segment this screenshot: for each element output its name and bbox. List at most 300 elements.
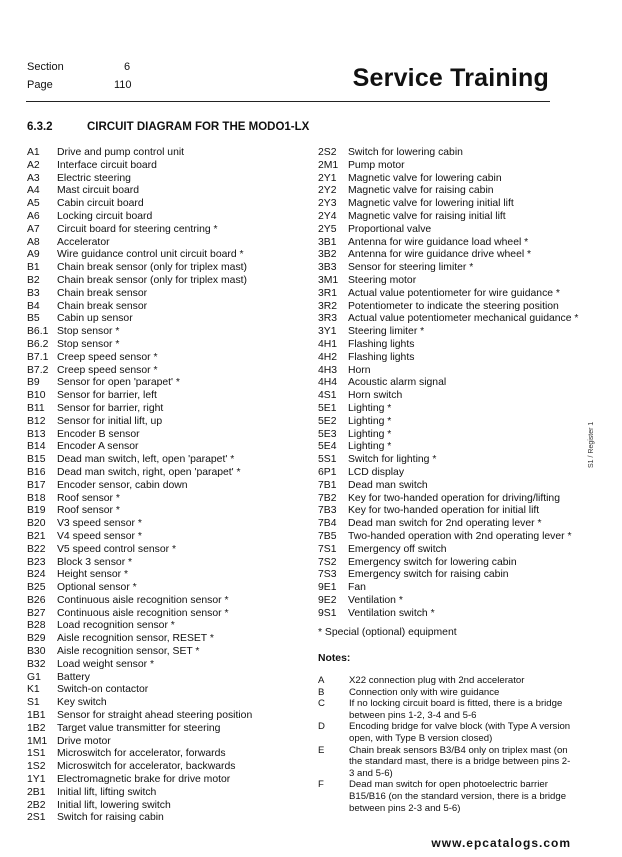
- component-description: Lighting *: [348, 402, 392, 414]
- component-description: Circuit board for steering centring *: [57, 223, 218, 235]
- component-code: B6.2: [27, 338, 49, 350]
- component-row: [318, 390, 578, 403]
- component-code: 1M1: [27, 735, 48, 747]
- component-row: [27, 416, 252, 429]
- component-code: 4H3: [318, 364, 338, 376]
- component-description: Actual value potentiometer for wire guidance *: [348, 287, 560, 299]
- component-code: A5: [27, 198, 40, 210]
- component-row: [318, 365, 578, 378]
- component-code: A7: [27, 223, 40, 235]
- component-row: [27, 595, 252, 608]
- component-code: 7S2: [318, 556, 337, 568]
- component-description: V3 speed sensor *: [57, 518, 142, 530]
- component-row: [27, 493, 252, 506]
- component-code: B17: [27, 479, 46, 491]
- component-description: LCD display: [348, 466, 405, 478]
- component-code: 3B1: [318, 236, 337, 248]
- component-code: 2S1: [27, 812, 46, 824]
- component-row: [27, 812, 252, 825]
- component-code: 3R1: [318, 287, 338, 299]
- component-description: Creep speed sensor *: [57, 351, 158, 363]
- component-description: Cabin up sensor: [57, 313, 133, 325]
- component-description: Sensor for initial lift, up: [57, 415, 163, 427]
- note-text: Dead man switch for open photoelectric barrier B15/B16 (on the standard version, there is a bridge between pins 2-3 and 5-6): [349, 779, 567, 814]
- component-description: Chain break sensor (only for triplex mast): [57, 262, 247, 274]
- component-description: Load weight sensor *: [57, 658, 155, 670]
- note-text: Connection only with wire guidance: [349, 686, 500, 698]
- component-description: Sensor for steering limiter *: [348, 262, 474, 274]
- section-heading: [27, 121, 309, 133]
- section-label: Section: [27, 61, 64, 73]
- component-row: [318, 403, 578, 416]
- component-row: [27, 365, 252, 378]
- note-item: [318, 675, 574, 687]
- component-code: B14: [27, 441, 46, 453]
- component-code: 4S1: [318, 390, 337, 402]
- component-description: Drive motor: [57, 735, 111, 747]
- component-description: Electromagnetic brake for drive motor: [57, 774, 231, 786]
- component-row: [318, 467, 578, 480]
- component-code: B6.1: [27, 326, 49, 338]
- component-code: 7B2: [318, 492, 337, 504]
- component-code: B18: [27, 492, 46, 504]
- component-code: B10: [27, 390, 46, 402]
- note-key: A: [318, 675, 325, 686]
- component-row: [27, 173, 252, 186]
- component-row: [27, 774, 252, 787]
- component-row: [27, 480, 252, 493]
- component-code: 4H4: [318, 377, 338, 389]
- component-row: [27, 403, 252, 416]
- component-description: Encoder A sensor: [57, 441, 139, 453]
- component-description: Emergency off switch: [348, 543, 447, 555]
- component-description: Dead man switch: [348, 479, 428, 491]
- heading-number: 6.3.2: [27, 121, 53, 133]
- notes-list: [318, 675, 574, 814]
- component-row: [27, 787, 252, 800]
- component-row: [318, 595, 578, 608]
- component-row: [27, 800, 252, 813]
- component-row: [318, 582, 578, 595]
- component-description: Magnetic valve for lowering cabin: [348, 172, 502, 184]
- note-key: F: [318, 779, 324, 791]
- component-code: 1S1: [27, 748, 46, 760]
- component-row: [318, 198, 578, 211]
- component-code: B25: [27, 582, 46, 594]
- component-code: 2B2: [27, 799, 46, 811]
- component-row: [318, 377, 578, 390]
- component-code: 9E2: [318, 594, 337, 606]
- component-description: Encoder B sensor: [57, 428, 140, 440]
- component-description: Pump motor: [348, 159, 405, 171]
- component-description: Electric steering: [57, 172, 131, 184]
- component-description: Drive and pump control unit: [57, 147, 185, 158]
- component-description: Dead man switch for 2nd operating lever *: [348, 518, 542, 530]
- component-description: Optional sensor *: [57, 582, 137, 594]
- component-row: [27, 313, 252, 326]
- component-description: Lighting *: [348, 415, 392, 427]
- component-description: Chain break sensor (only for triplex mast): [57, 274, 247, 286]
- component-code: 2Y2: [318, 185, 337, 197]
- component-code: 7B3: [318, 505, 337, 517]
- page-title: Service Training: [352, 64, 549, 92]
- component-row: [27, 582, 252, 595]
- component-row: [27, 723, 252, 736]
- component-description: Fan: [348, 582, 366, 594]
- component-code: A6: [27, 210, 40, 222]
- component-code: B30: [27, 646, 46, 658]
- component-row: [318, 339, 578, 352]
- component-description: Roof sensor *: [57, 492, 120, 504]
- component-row: [27, 198, 252, 211]
- component-row: [27, 531, 252, 544]
- component-row: [27, 620, 252, 633]
- component-code: 5E1: [318, 402, 337, 414]
- component-row: [27, 326, 252, 339]
- section-number: 6: [124, 61, 131, 73]
- component-row: [27, 237, 252, 250]
- component-row: [318, 544, 578, 557]
- component-description: Stop sensor *: [57, 326, 120, 338]
- component-description: Steering motor: [348, 274, 417, 286]
- component-description: Sensor for open 'parapet' *: [57, 377, 180, 389]
- component-code: B32: [27, 658, 46, 670]
- component-description: Horn switch: [348, 390, 403, 402]
- component-code: A9: [27, 249, 40, 261]
- component-description: V5 speed control sensor *: [57, 543, 176, 555]
- component-description: Sensor for barrier, left: [57, 390, 157, 402]
- component-code: B7.2: [27, 364, 49, 376]
- component-description: Switch-on contactor: [57, 684, 149, 696]
- component-description: Potentiometer to indicate the steering position: [348, 300, 559, 312]
- component-row: [318, 429, 578, 442]
- component-row: [27, 211, 252, 224]
- component-row: [318, 147, 578, 160]
- note-key: B: [318, 686, 325, 698]
- component-code: B27: [27, 607, 46, 619]
- component-row: [27, 505, 252, 518]
- header-divider: [26, 101, 550, 102]
- component-code: A2: [27, 159, 40, 171]
- special-equipment-note: * Special (optional) equipment: [318, 627, 457, 638]
- component-code: 1B1: [27, 710, 46, 722]
- component-code: B2: [27, 274, 40, 286]
- component-description: Magnetic valve for raising cabin: [348, 185, 494, 197]
- component-row: [318, 326, 578, 339]
- component-code: B21: [27, 530, 46, 542]
- component-code: 5E4: [318, 441, 337, 453]
- component-description: Encoder sensor, cabin down: [57, 479, 188, 491]
- component-row: [318, 249, 578, 262]
- component-row: [318, 185, 578, 198]
- note-key: E: [318, 744, 325, 756]
- component-row: [27, 748, 252, 761]
- component-row: [318, 416, 578, 429]
- component-row: [27, 441, 252, 454]
- component-row: [27, 761, 252, 774]
- component-row: [318, 608, 578, 621]
- component-description: Switch for lighting *: [348, 454, 437, 466]
- component-description: Mast circuit board: [57, 185, 139, 197]
- component-row: [27, 710, 252, 723]
- component-description: Switch for raising cabin: [57, 812, 164, 824]
- component-code: 1S2: [27, 761, 46, 773]
- component-row: [27, 697, 252, 710]
- component-row: [318, 160, 578, 173]
- component-code: 4H1: [318, 338, 338, 350]
- component-code: 1B2: [27, 722, 46, 734]
- component-code: B12: [27, 415, 46, 427]
- component-row: [27, 160, 252, 173]
- component-description: Microswitch for accelerator, forwards: [57, 748, 226, 760]
- component-description: Acoustic alarm signal: [348, 377, 447, 389]
- component-description: Initial lift, lowering switch: [57, 799, 171, 811]
- component-row: [27, 288, 252, 301]
- component-row: [27, 659, 252, 672]
- page-label: Page: [27, 79, 53, 91]
- component-description: Steering limiter *: [348, 326, 425, 338]
- component-code: B26: [27, 594, 46, 606]
- component-row: [27, 377, 252, 390]
- component-description: Aisle recognition sensor, RESET *: [57, 633, 214, 645]
- component-row: [27, 684, 252, 697]
- component-description: Proportional valve: [348, 223, 432, 235]
- component-code: B20: [27, 518, 46, 530]
- component-description: Emergency switch for raising cabin: [348, 569, 509, 581]
- component-code: 7B4: [318, 518, 337, 530]
- component-row: [27, 454, 252, 467]
- heading-text: CIRCUIT DIAGRAM FOR THE MODO1-LX: [87, 121, 310, 133]
- component-code: B22: [27, 543, 46, 555]
- component-row: [27, 249, 252, 262]
- component-description: Block 3 sensor *: [57, 556, 133, 568]
- component-code: B16: [27, 466, 46, 478]
- component-row: [318, 275, 578, 288]
- component-description: Chain break sensor: [57, 300, 148, 312]
- note-text: If no locking circuit board is fitted, there is a bridge between pins 1-2, 3-4 and 5-6: [349, 698, 563, 721]
- component-code: 5E2: [318, 415, 337, 427]
- component-code: A4: [27, 185, 40, 197]
- component-description: Key for two-handed operation for initial lift: [348, 505, 540, 517]
- component-row: [318, 569, 578, 582]
- component-description: Lighting *: [348, 441, 392, 453]
- notes-heading: Notes:: [318, 653, 351, 664]
- component-row: [27, 262, 252, 275]
- component-row: [318, 480, 578, 493]
- component-row: [27, 275, 252, 288]
- note-item: [318, 745, 574, 780]
- component-code: B7.1: [27, 351, 49, 363]
- component-code: 3R2: [318, 300, 338, 312]
- component-row: [27, 339, 252, 352]
- component-code: 4H2: [318, 351, 338, 363]
- component-code: A1: [27, 147, 40, 158]
- component-description: Creep speed sensor *: [57, 364, 158, 376]
- component-row: [318, 288, 578, 301]
- component-description: Interface circuit board: [57, 159, 157, 171]
- component-code: 3B3: [318, 262, 337, 274]
- component-code: 3M1: [318, 274, 339, 286]
- component-code: 7S1: [318, 543, 337, 555]
- component-row: [318, 262, 578, 275]
- component-code: 3Y1: [318, 326, 337, 338]
- note-item: [318, 721, 574, 744]
- component-description: Ventilation switch *: [348, 607, 435, 619]
- note-text: Chain break sensors B3/B4 only on triplex mast (on the standard mast, there is a bridge between pins 2-3 and 5-6): [349, 744, 571, 779]
- component-code: B24: [27, 569, 46, 581]
- component-description: Target value transmitter for steering: [57, 722, 221, 734]
- component-description: Flashing lights: [348, 338, 415, 350]
- component-row: [27, 301, 252, 314]
- component-code: 7S3: [318, 569, 337, 581]
- component-code: 5S1: [318, 454, 337, 466]
- component-code: 9S1: [318, 607, 337, 619]
- component-description: Battery: [57, 671, 90, 683]
- component-code: B13: [27, 428, 46, 440]
- component-description: Sensor for barrier, right: [57, 402, 164, 414]
- component-code: 2S2: [318, 147, 337, 158]
- component-row: [27, 224, 252, 237]
- component-code: B29: [27, 633, 46, 645]
- note-item: [318, 698, 574, 721]
- component-row: [318, 313, 578, 326]
- component-description: Load recognition sensor *: [57, 620, 175, 632]
- component-description: Emergency switch for lowering cabin: [348, 556, 517, 568]
- component-description: Continuous aisle recognition sensor *: [57, 607, 229, 619]
- component-description: Chain break sensor: [57, 287, 148, 299]
- component-row: [318, 441, 578, 454]
- component-row: [318, 211, 578, 224]
- component-description: Two-handed operation with 2nd operating lever *: [348, 530, 572, 542]
- component-row: [318, 352, 578, 365]
- component-code: 2Y1: [318, 172, 337, 184]
- component-row: [27, 646, 252, 659]
- component-code: 3R3: [318, 313, 338, 325]
- note-key: C: [318, 698, 325, 710]
- component-code: 3B2: [318, 249, 337, 261]
- component-row: [318, 237, 578, 250]
- component-row: [318, 557, 578, 570]
- component-code: G1: [27, 671, 41, 683]
- component-row: [27, 467, 252, 480]
- component-code: 2Y3: [318, 198, 337, 210]
- component-row: [318, 518, 578, 531]
- component-code: 2B1: [27, 786, 46, 798]
- component-description: Initial lift, lifting switch: [57, 786, 157, 798]
- component-row: [27, 736, 252, 749]
- component-description: Aisle recognition sensor, SET *: [57, 646, 200, 658]
- component-row: [27, 352, 252, 365]
- note-key: D: [318, 721, 325, 733]
- component-code: K1: [27, 684, 40, 696]
- component-description: Microswitch for accelerator, backwards: [57, 761, 236, 773]
- component-row: [27, 672, 252, 685]
- component-description: Ventilation *: [348, 594, 403, 606]
- component-row: [27, 633, 252, 646]
- component-description: Accelerator: [57, 236, 110, 248]
- component-list-right: [318, 147, 578, 620]
- component-description: Locking circuit board: [57, 210, 153, 222]
- component-code: 9E1: [318, 582, 337, 594]
- component-description: Height sensor *: [57, 569, 129, 581]
- component-code: 2Y5: [318, 223, 337, 235]
- component-row: [27, 608, 252, 621]
- component-description: Roof sensor *: [57, 505, 120, 517]
- page-number: 110: [114, 79, 132, 91]
- component-code: B5: [27, 313, 40, 325]
- note-item: [318, 687, 574, 699]
- component-code: B3: [27, 287, 40, 299]
- component-description: Lighting *: [348, 428, 392, 440]
- component-description: Key for two-handed operation for driving/lifting: [348, 492, 560, 504]
- component-row: [318, 301, 578, 314]
- component-row: [318, 173, 578, 186]
- note-text: X22 connection plug with 2nd accelerator: [349, 675, 525, 686]
- component-row: [318, 224, 578, 237]
- component-description: Switch for lowering cabin: [348, 147, 463, 158]
- component-list-left: [27, 147, 252, 825]
- component-code: 5E3: [318, 428, 337, 440]
- component-description: Magnetic valve for raising initial lift: [348, 210, 506, 222]
- component-code: 7B1: [318, 479, 337, 491]
- component-code: 2M1: [318, 159, 339, 171]
- component-description: V4 speed sensor *: [57, 530, 142, 542]
- component-code: 6P1: [318, 466, 337, 478]
- component-code: B9: [27, 377, 40, 389]
- component-description: Key switch: [57, 697, 107, 709]
- component-row: [27, 147, 252, 160]
- component-row: [318, 493, 578, 506]
- component-description: Actual value potentiometer mechanical guidance *: [348, 313, 579, 325]
- component-description: Magnetic valve for lowering initial lift: [348, 198, 514, 210]
- component-description: Dead man switch, right, open 'parapet' *: [57, 466, 241, 478]
- component-row: [27, 544, 252, 557]
- component-description: Continuous aisle recognition sensor *: [57, 594, 229, 606]
- component-row: [318, 531, 578, 544]
- component-row: [318, 454, 578, 467]
- component-code: A3: [27, 172, 40, 184]
- component-description: Cabin circuit board: [57, 198, 144, 210]
- component-code: B19: [27, 505, 46, 517]
- component-description: Horn: [348, 364, 371, 376]
- component-code: B15: [27, 454, 46, 466]
- component-description: Wire guidance control unit circuit board *: [57, 249, 244, 261]
- component-description: Antenna for wire guidance drive wheel *: [348, 249, 532, 261]
- note-text: Encoding bridge for valve block (with Type A version open, with Type B version closed): [349, 721, 571, 744]
- component-row: [27, 518, 252, 531]
- component-row: [27, 569, 252, 582]
- component-code: B11: [27, 402, 45, 414]
- component-code: 2Y4: [318, 210, 337, 222]
- component-row: [27, 557, 252, 570]
- component-code: 1Y1: [27, 774, 46, 786]
- component-description: Dead man switch, left, open 'parapet' *: [57, 454, 235, 466]
- component-code: B28: [27, 620, 46, 632]
- component-description: Sensor for straight ahead steering position: [57, 710, 253, 722]
- component-description: Stop sensor *: [57, 338, 120, 350]
- component-row: [27, 390, 252, 403]
- component-code: B1: [27, 262, 40, 274]
- component-description: Flashing lights: [348, 351, 415, 363]
- footer-watermark: www.epcatalogs.com: [431, 836, 571, 850]
- component-code: B23: [27, 556, 46, 568]
- component-description: Antenna for wire guidance load wheel *: [348, 236, 529, 248]
- component-row: [27, 429, 252, 442]
- component-code: A8: [27, 236, 40, 248]
- note-item: [318, 779, 574, 814]
- component-code: B4: [27, 300, 40, 312]
- component-code: S1: [27, 697, 40, 709]
